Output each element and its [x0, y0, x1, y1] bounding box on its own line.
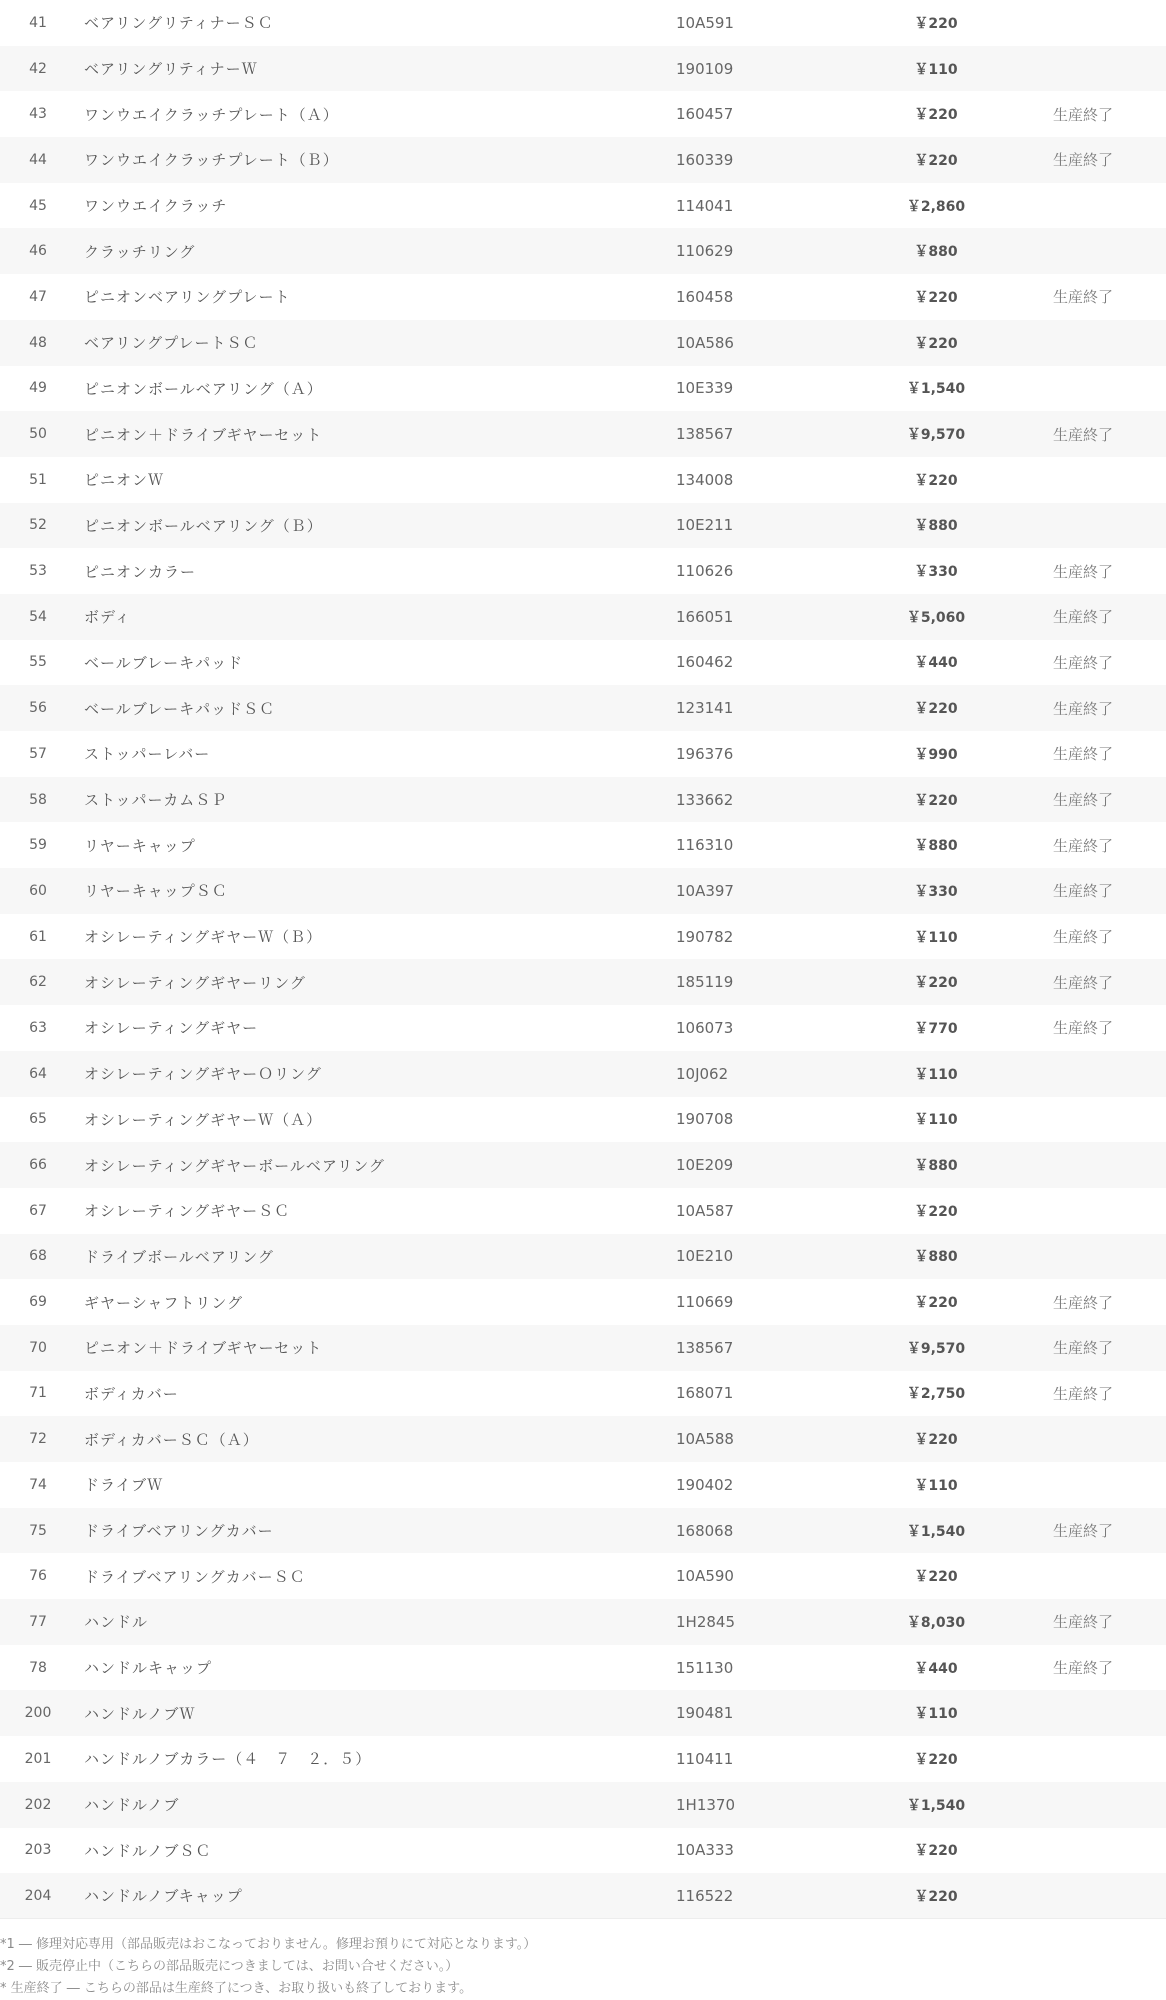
table-row — [0, 1462, 1166, 1508]
part-name: ハンドルキャップ — [84, 1659, 213, 1678]
part-number: 204 — [24, 1887, 52, 1904]
part-price: ￥110 — [914, 1477, 958, 1494]
part-name: ピニオン＋ドライブギヤーセット — [84, 425, 323, 444]
table-row — [0, 1325, 1166, 1371]
part-name: ハンドルノブキャップ — [84, 1887, 243, 1906]
table-row — [0, 274, 1166, 320]
table-row — [0, 959, 1166, 1005]
part-price: ￥880 — [914, 518, 958, 535]
part-number: 58 — [29, 791, 47, 808]
part-price: ￥220 — [914, 107, 958, 124]
table-row — [0, 822, 1166, 868]
table-row — [0, 731, 1166, 777]
part-price: ￥110 — [914, 61, 958, 78]
table-row — [0, 320, 1166, 366]
part-price: ￥2,750 — [906, 1386, 966, 1403]
table-row — [0, 503, 1166, 549]
part-price: ￥220 — [914, 1751, 958, 1768]
part-status: 生産終了 — [1053, 608, 1114, 627]
part-price: ￥110 — [914, 1706, 958, 1723]
part-price: ￥220 — [914, 792, 958, 809]
part-price: ￥220 — [914, 1432, 958, 1449]
part-name: ハンドル — [84, 1613, 149, 1632]
part-status: 生産終了 — [1053, 1384, 1114, 1403]
table-row — [0, 914, 1166, 960]
part-status: 生産終了 — [1053, 1522, 1114, 1541]
part-number: 74 — [29, 1476, 47, 1493]
part-price: ￥1,540 — [906, 381, 966, 398]
part-name: ドライブボールベアリング — [84, 1247, 274, 1266]
part-code: 114041 — [676, 196, 734, 215]
part-name: ピニオンボールベアリング（Ｂ） — [84, 516, 323, 535]
part-name: ハンドルノブ — [84, 1796, 180, 1815]
part-number: 202 — [24, 1796, 52, 1813]
part-code: 168068 — [676, 1521, 734, 1540]
part-status: 生産終了 — [1053, 1019, 1114, 1038]
table-row — [0, 1782, 1166, 1828]
part-number: 62 — [29, 974, 47, 991]
table-row — [0, 366, 1166, 412]
part-price: ￥1,540 — [906, 1523, 966, 1540]
part-name: ワンウエイクラッチプレート（Ａ） — [84, 105, 339, 124]
part-code: 1H2845 — [676, 1612, 735, 1631]
part-number: 69 — [29, 1294, 47, 1311]
part-code: 160462 — [676, 653, 734, 672]
part-status: 生産終了 — [1053, 973, 1114, 992]
part-number: 50 — [29, 426, 47, 443]
part-name: ストッパーレバー — [84, 745, 211, 764]
part-price: ￥1,540 — [906, 1797, 966, 1814]
part-code: 123141 — [676, 699, 734, 718]
footnote-sales-suspended: *2 ― 販売停止中（こちらの部品販売につきましては、お問い合せください。） — [0, 1959, 459, 1974]
part-name: ハンドルノブＷ — [84, 1704, 196, 1723]
part-price: ￥440 — [914, 655, 958, 672]
part-name: オシレーティングギヤー — [84, 1019, 259, 1038]
part-number: 53 — [29, 563, 47, 580]
part-number: 52 — [29, 517, 47, 534]
part-number: 75 — [29, 1522, 47, 1539]
part-status: 生産終了 — [1053, 699, 1114, 718]
part-code: 138567 — [676, 1338, 734, 1357]
part-name: ドライブベアリングカバー — [84, 1522, 274, 1541]
part-name: ハンドルノブＳＣ — [84, 1841, 212, 1860]
part-name: ボディカバー — [84, 1384, 179, 1403]
part-code: 116522 — [676, 1886, 734, 1905]
part-price: ￥330 — [914, 883, 958, 900]
part-number: 200 — [24, 1705, 52, 1722]
part-price: ￥220 — [914, 975, 958, 992]
part-name: ボディカバーＳＣ（Ａ） — [84, 1430, 259, 1449]
part-name: ワンウエイクラッチ — [84, 197, 228, 216]
part-number: 43 — [29, 106, 47, 123]
part-code: 10A587 — [676, 1201, 734, 1220]
part-status: 生産終了 — [1053, 1339, 1114, 1358]
table-row — [0, 46, 1166, 92]
part-status: 生産終了 — [1053, 1613, 1114, 1632]
part-number: 42 — [29, 60, 47, 77]
part-code: 10E211 — [676, 516, 734, 535]
part-number: 60 — [29, 882, 47, 899]
part-number: 51 — [29, 471, 47, 488]
part-code: 185119 — [676, 973, 734, 992]
table-row — [0, 548, 1166, 594]
part-status: 生産終了 — [1053, 151, 1114, 170]
part-number: 49 — [29, 380, 47, 397]
table-row — [0, 1005, 1166, 1051]
part-name: ドライブベアリングカバーＳＣ — [84, 1567, 306, 1586]
part-name: ボディ — [84, 608, 131, 627]
part-status: 生産終了 — [1053, 791, 1114, 810]
part-number: 77 — [29, 1613, 47, 1630]
part-number: 48 — [29, 334, 47, 351]
part-code: 190109 — [676, 59, 734, 78]
part-price: ￥110 — [914, 929, 958, 946]
part-code: 110411 — [676, 1749, 734, 1768]
table-row — [0, 1416, 1166, 1462]
part-number: 55 — [29, 654, 47, 671]
part-status: 生産終了 — [1053, 1659, 1114, 1678]
part-name: ピニオンボールベアリング（Ａ） — [84, 379, 323, 398]
part-price: ￥220 — [914, 1888, 958, 1905]
part-status: 生産終了 — [1053, 105, 1114, 124]
part-number: 67 — [29, 1202, 47, 1219]
table-row — [0, 1051, 1166, 1097]
part-name: オシレーティングギヤーリング — [84, 973, 306, 992]
part-price: ￥220 — [914, 1203, 958, 1220]
part-code: 151130 — [676, 1658, 734, 1677]
part-name: ベアリングプレートＳＣ — [84, 334, 259, 353]
table-row — [0, 868, 1166, 914]
part-name: ワンウエイクラッチプレート（Ｂ） — [84, 151, 339, 170]
part-number: 78 — [29, 1659, 47, 1676]
table-row — [0, 1736, 1166, 1782]
part-price: ￥8,030 — [906, 1614, 966, 1631]
part-price: ￥220 — [914, 1843, 958, 1860]
part-price: ￥330 — [914, 564, 958, 581]
table-row — [0, 1828, 1166, 1874]
part-price: ￥770 — [914, 1020, 958, 1037]
part-code: 138567 — [676, 425, 734, 444]
table-row — [0, 1279, 1166, 1325]
part-status: 生産終了 — [1053, 425, 1114, 444]
part-code: 10A588 — [676, 1430, 734, 1449]
part-price: ￥110 — [914, 1112, 958, 1129]
part-code: 110669 — [676, 1293, 734, 1312]
part-price: ￥9,570 — [906, 1340, 966, 1357]
part-number: 59 — [29, 837, 47, 854]
part-code: 106073 — [676, 1018, 734, 1037]
part-code: 168071 — [676, 1384, 734, 1403]
table-row — [0, 91, 1166, 137]
part-name: ピニオンベアリングプレート — [84, 288, 291, 307]
part-code: 134008 — [676, 470, 734, 489]
part-code: 10E209 — [676, 1156, 734, 1175]
table-row — [0, 1188, 1166, 1234]
table-row — [0, 1097, 1166, 1143]
part-code: 160339 — [676, 150, 734, 169]
part-status: 生産終了 — [1053, 882, 1114, 901]
part-number: 44 — [29, 151, 47, 168]
part-price: ￥880 — [914, 1158, 958, 1175]
part-name: ピニオンＷ — [84, 471, 165, 490]
part-number: 203 — [24, 1842, 52, 1859]
part-name: ベアリングリティナーＷ — [84, 60, 258, 79]
table-row — [0, 183, 1166, 229]
part-code: 190481 — [676, 1704, 734, 1723]
part-code: 10A333 — [676, 1841, 734, 1860]
part-status: 生産終了 — [1053, 562, 1114, 581]
part-price: ￥220 — [914, 289, 958, 306]
part-name: ハンドルノブカラー（４ ７ ２．５） — [84, 1750, 372, 1769]
part-name: オシレーティングギヤーＷ（Ａ） — [84, 1110, 323, 1129]
part-code: 10E339 — [676, 379, 734, 398]
part-number: 70 — [29, 1339, 47, 1356]
part-code: 10A586 — [676, 333, 734, 352]
part-number: 76 — [29, 1568, 47, 1585]
part-price: ￥5,060 — [906, 609, 966, 626]
part-price: ￥990 — [914, 746, 958, 763]
part-number: 41 — [29, 14, 47, 31]
part-code: 160457 — [676, 105, 734, 124]
part-code: 10A591 — [676, 13, 734, 32]
part-price: ￥880 — [914, 244, 958, 261]
part-name: リヤーキャップＳＣ — [84, 882, 228, 901]
part-number: 46 — [29, 243, 47, 260]
part-code: 10A590 — [676, 1567, 734, 1586]
table-row — [0, 137, 1166, 183]
part-status: 生産終了 — [1053, 653, 1114, 672]
part-number: 66 — [29, 1157, 47, 1174]
part-status: 生産終了 — [1053, 928, 1114, 947]
part-price: ￥220 — [914, 701, 958, 718]
part-number: 57 — [29, 745, 47, 762]
part-price: ￥220 — [914, 335, 958, 352]
table-row — [0, 1234, 1166, 1280]
part-name: クラッチリング — [84, 242, 196, 261]
table-row — [0, 0, 1166, 46]
part-code: 190708 — [676, 1110, 734, 1129]
part-price: ￥440 — [914, 1660, 958, 1677]
part-number: 63 — [29, 1019, 47, 1036]
table-row — [0, 594, 1166, 640]
part-number: 72 — [29, 1431, 47, 1448]
part-price: ￥880 — [914, 838, 958, 855]
part-code: 190402 — [676, 1475, 734, 1494]
part-price: ￥9,570 — [906, 427, 966, 444]
part-name: ピニオン＋ドライブギヤーセット — [84, 1339, 323, 1358]
part-name: ギヤーシャフトリング — [84, 1293, 244, 1312]
part-number: 65 — [29, 1111, 47, 1128]
part-number: 201 — [24, 1750, 52, 1767]
table-row — [0, 685, 1166, 731]
part-number: 54 — [29, 608, 47, 625]
part-code: 110626 — [676, 562, 734, 581]
table-row — [0, 777, 1166, 823]
table-row — [0, 640, 1166, 686]
part-code: 133662 — [676, 790, 734, 809]
part-number: 45 — [29, 197, 47, 214]
part-status: 生産終了 — [1053, 288, 1114, 307]
part-code: 160458 — [676, 287, 734, 306]
part-price: ￥220 — [914, 1295, 958, 1312]
table-row — [0, 1371, 1166, 1417]
part-name: ベールブレーキパッドＳＣ — [84, 699, 276, 718]
part-price: ￥220 — [914, 152, 958, 169]
part-name: オシレーティングギヤーＯリング — [84, 1065, 322, 1084]
part-name: オシレーティングギヤーボールベアリング — [84, 1156, 385, 1175]
table-row — [0, 1599, 1166, 1645]
part-name: ベールブレーキパッド — [84, 653, 244, 672]
part-name: リヤーキャップ — [84, 836, 196, 855]
part-number: 71 — [29, 1385, 47, 1402]
part-code: 10J062 — [676, 1064, 729, 1083]
part-price: ￥2,860 — [906, 198, 966, 215]
part-name: ベアリングリティナーＳＣ — [84, 14, 274, 33]
part-status: 生産終了 — [1053, 745, 1114, 764]
footnote-discontinued: * 生産終了 ― こちらの部品は生産終了につき、お取り扱いも終了しております。 — [0, 1981, 473, 1996]
table-row — [0, 228, 1166, 274]
part-name: オシレーティングギヤーＷ（Ｂ） — [84, 928, 323, 947]
part-code: 166051 — [676, 607, 734, 626]
part-status: 生産終了 — [1053, 836, 1114, 855]
table-row — [0, 1690, 1166, 1736]
part-code: 190782 — [676, 927, 734, 946]
footnotes — [0, 1934, 1166, 2000]
part-number: 68 — [29, 1248, 47, 1265]
part-price: ￥220 — [914, 1569, 958, 1586]
part-number: 61 — [29, 928, 47, 945]
part-name: ドライブＷ — [84, 1476, 164, 1495]
table-row — [0, 457, 1166, 503]
table-row — [0, 1873, 1166, 1919]
part-price: ￥220 — [914, 472, 958, 489]
table-row — [0, 1508, 1166, 1554]
part-name: ストッパーカムＳＰ — [84, 791, 228, 810]
part-code: 10A397 — [676, 881, 734, 900]
part-code: 110629 — [676, 242, 734, 261]
part-price: ￥110 — [914, 1066, 958, 1083]
part-number: 64 — [29, 1065, 47, 1082]
part-name: ピニオンカラー — [84, 562, 197, 581]
part-code: 10E210 — [676, 1247, 734, 1266]
part-price: ￥220 — [914, 15, 958, 32]
part-number: 56 — [29, 700, 47, 717]
part-number: 47 — [29, 288, 47, 305]
part-code: 1H1370 — [676, 1795, 735, 1814]
part-status: 生産終了 — [1053, 1293, 1114, 1312]
table-row — [0, 1645, 1166, 1691]
part-name: オシレーティングギヤーＳＣ — [84, 1202, 291, 1221]
part-code: 116310 — [676, 836, 734, 855]
part-code: 196376 — [676, 744, 734, 763]
table-row — [0, 411, 1166, 457]
footnote-repair-only: *1 ― 修理対応専用（部品販売はおこなっておりません。修理お預りにて対応となります。） — [0, 1937, 537, 1952]
table-row — [0, 1553, 1166, 1599]
part-price: ￥880 — [914, 1249, 958, 1266]
table-row — [0, 1142, 1166, 1188]
